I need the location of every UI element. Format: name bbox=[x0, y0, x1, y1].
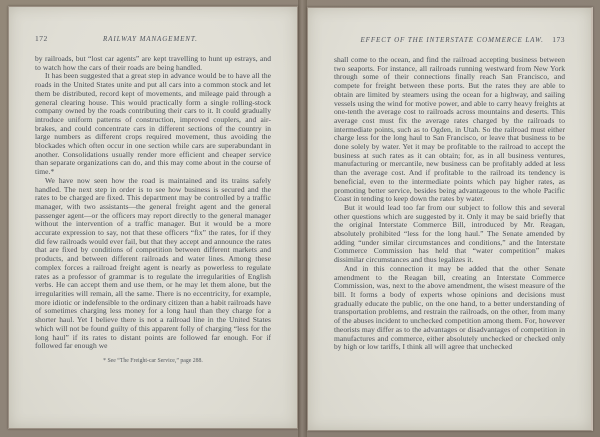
body-text-left bbox=[35, 55, 271, 351]
running-head-left bbox=[35, 34, 271, 44]
page-left-content bbox=[9, 7, 297, 365]
page-right bbox=[307, 7, 593, 431]
paragraph: shall come to the ocean, and find the railroad accepting business between two seaports. For instance, all railroads running westward from New York through some of their connections finally reach San Francisco, and compete for freight between these ports. But the rates they are able to obtain are limited by steamers using the ocean for a highway, and sailing vessels using the wind for motive power, and able to carry heavy freights at one-tenth the average cost to railroads across mountains and deserts. This average cost must fix the average rates charged by the railroads to intermediate points, such as to Ogden, in Utah. So the railroad must either charge less for the long haul to San Francisco, or leave that business to be done solely by water. Yet it may be profitable to the railroad to accept the business at such rates as it can obtain; for, as in all business ventures, manufacturing or mercantile, new business can be profitably added at less than the average cost. And if profitable to the railroad its tendency is beneficial, even to the intermediate points which pay higher rates, as promoting better service, besides being advantageous to the whole Pacific Coast in tending to keep down the rates by water. bbox=[334, 55, 565, 204]
paragraph: But it would lead too far from our subject to follow this and several other questions which are suggested by it. Only it may be said briefly that the original Interstate Commerce Bill, introduced by Mr. Reagan, absolutely prohibited “less for the long haul.” The Senate amended by adding “under similar circumstances and conditions,” and the Interstate Commerce Commission has held that “water competition” makes dissimilar circumstances and thus legalizes it. bbox=[334, 202, 565, 265]
paragraph: by railroads, but “lost car agents” are kept travelling to hunt up estrays, and to watch how the cars of their roads are being handled. bbox=[35, 54, 271, 72]
paragraph: And in this connection it may be added that the other Senate amendment to the Reagan bill, creating an Interstate Commerce Commission, was, next to the above amendment, the wisest measure of the bill. It forms a body of experts whose opinions and decisions must gradually educate the public, on the one hand, to a better understanding of transportation problems, and restrain the railroads, on the other, from many of the abuses incident to unchecked competition among them. For, however theorists may differ as to the advantages or disadvantages of competition in manufactures and commerce, either absolutely unchecked or checked only by high or low tariffs, I think all will agree that unchecked bbox=[334, 263, 565, 352]
paragraph: We have now seen how the road is maintained and its trains safely handled. The next step in order is to see how business is secured and the rates to be charged are fixed. This department may be controlled by a traffic manager, with two assistants—the general freight agent and the general passenger agent—or the officers may report directly to the general manager without the intervention of a traffic manager. But it would be a more accurate expression to say, not that these officers “fix” the rates, for if they did few railroads would ever fail, but that they accept and announce the rates that are fixed by conditions of competition between different markets and products, and between different railroads and water lines. Among these complex forces a railroad freight agent is nearly as powerless to regulate rates as a professor of grammar is to regulate the irregularities of English verbs. He can accept them and use them, or he may let them alone, but the irregularities will remain, all the same. There is no eccentricity, for example, more idiotic or indefensible to the ordinary citizen than a habit railroads have of sometimes charging less money for a long haul than they charge for a shorter haul. Yet I believe there is not a railroad line in the United States which will not be found guilty of this apparent folly of charging “less for the long haul” if its rates to distant points are followed far enough. For if followed far enough we bbox=[35, 175, 272, 351]
folio-number-left: 172 bbox=[35, 34, 48, 43]
body-text-right bbox=[334, 56, 565, 352]
page-right-content bbox=[308, 8, 591, 352]
running-title-right: EFFECT OF THE INTERSTATE COMMERCE LAW. bbox=[360, 36, 544, 44]
book-gutter bbox=[298, 0, 307, 437]
running-title-left: RAILWAY MANAGEMENT. bbox=[102, 35, 198, 43]
running-head-right bbox=[334, 35, 565, 45]
folio-number-right: 173 bbox=[552, 35, 565, 44]
paragraph: It has been suggested that a great step in advance would be to have all the roads in the United States unite and put all cars into a common stock and let them be distributed, record kept of movements, and mileage paid through a general clearing house. This would practically form a single rolling-stock company owned by the roads contributing their cars to it. It could gradually introduce uniform patterns of construction, improved couplers, and air-brakes, and could concentrate cars in different sections of the country in large numbers as different crops required movement, thus avoiding the blockades which often occur in one section while cars are superabundant in another. Consolidations usually render more efficient and cheaper service than separate organizations can do, and this may come about in the course of time.* bbox=[35, 71, 271, 177]
page-left bbox=[8, 6, 298, 429]
footnote: * See “The Freight-car Service,” page 288. bbox=[103, 357, 203, 364]
